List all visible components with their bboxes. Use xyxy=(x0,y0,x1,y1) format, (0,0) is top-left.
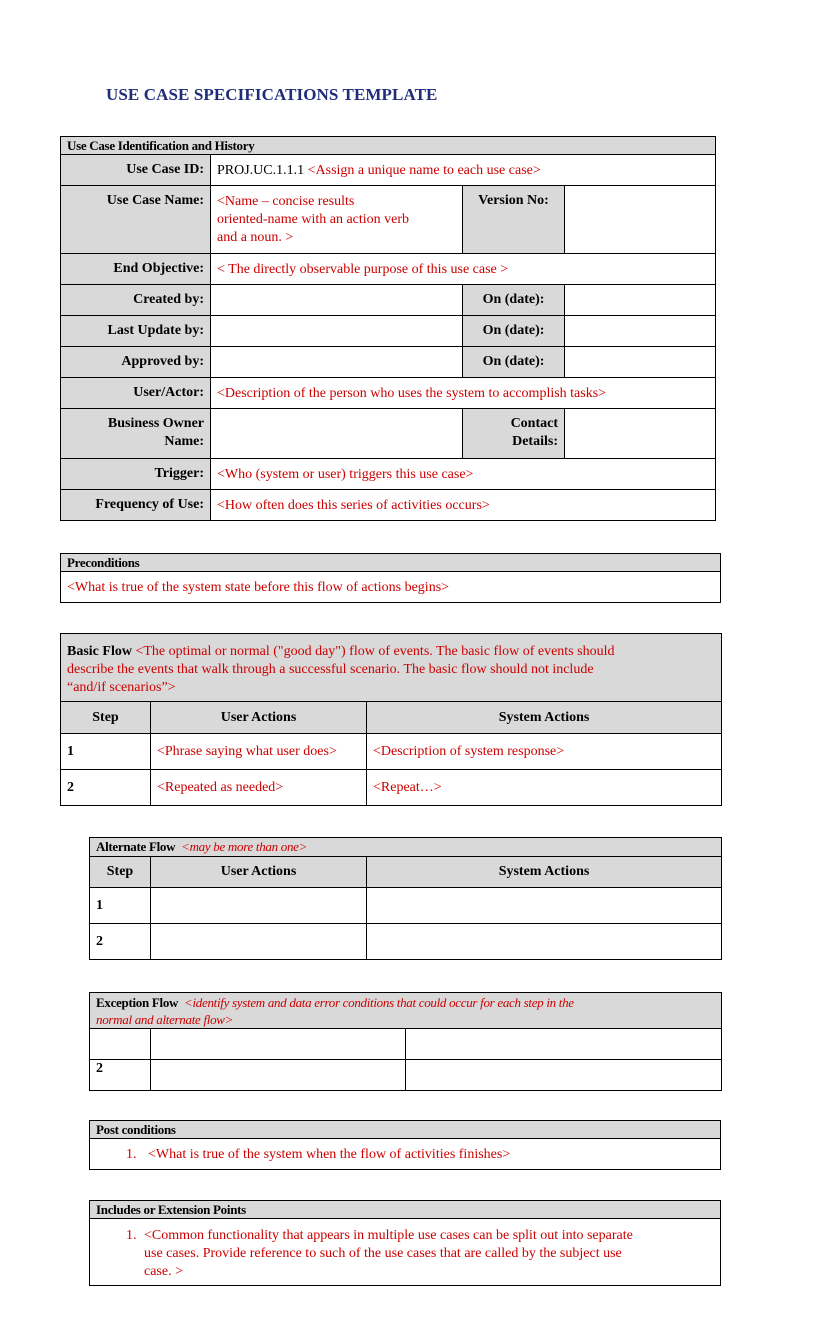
exc-step-1 xyxy=(90,1029,151,1060)
includes-text-line: use cases. Provide reference to such of the use cases that are called by the subject use xyxy=(144,1246,622,1261)
includes-item[interactable] xyxy=(90,1219,721,1286)
basic-col-step: Step xyxy=(61,702,151,734)
post-conditions-text: <What is true of the system when the flow of activities finishes> xyxy=(148,1147,511,1162)
use-case-id-value: PROJ.UC.1.1.1 xyxy=(217,163,305,178)
exc-system-action-2[interactable] xyxy=(406,1060,722,1091)
created-on-date-label: On (date): xyxy=(463,285,565,316)
exc-system-action-1[interactable] xyxy=(406,1029,722,1060)
alt-system-action-2[interactable] xyxy=(367,924,722,960)
exc-user-action-2[interactable] xyxy=(151,1060,406,1091)
version-label: Version No: xyxy=(463,186,565,254)
basic-flow-table xyxy=(60,633,722,806)
identification-table xyxy=(60,136,716,521)
alternate-flow-hint: <may be more than one> xyxy=(181,839,308,854)
alt-col-step: Step xyxy=(90,857,151,888)
list-number: 1. xyxy=(126,1147,137,1162)
includes-table xyxy=(89,1200,721,1286)
last-update-label: Last Update by: xyxy=(61,316,211,347)
table-row xyxy=(90,924,722,960)
business-owner-label-line: Business Owner xyxy=(107,416,204,431)
contact-label-line: Details: xyxy=(512,434,558,449)
updated-on-date-label: On (date): xyxy=(463,316,565,347)
created-by-field[interactable] xyxy=(211,285,463,316)
identification-header: Use Case Identification and History xyxy=(61,137,716,155)
exception-flow-hint-line: normal and alternate flow> xyxy=(96,1012,234,1027)
contact-label-line: Contact xyxy=(510,416,558,431)
exc-step-2: 2 xyxy=(90,1060,151,1091)
last-update-field[interactable] xyxy=(211,316,463,347)
frequency-label: Frequency of Use: xyxy=(61,490,211,521)
use-case-name-label: Use Case Name: xyxy=(61,186,211,254)
end-objective-label: End Objective: xyxy=(61,254,211,285)
alt-col-user-actions: User Actions xyxy=(151,857,367,888)
alt-step-2: 2 xyxy=(90,924,151,960)
use-case-name-hint-line: oriented-name with an action verb xyxy=(217,212,410,227)
post-conditions-header: Post conditions xyxy=(90,1121,721,1139)
updated-on-date-field[interactable] xyxy=(565,316,716,347)
basic-flow-header-cell xyxy=(61,634,722,702)
exception-flow-hint-line: <identify system and data error conditions that could occur for each step in the xyxy=(184,995,574,1010)
basic-user-action-2[interactable]: <Repeated as needed> xyxy=(151,770,367,806)
post-conditions-item[interactable] xyxy=(90,1139,721,1170)
user-actor-hint[interactable]: <Description of the person who uses the system to accomplish tasks> xyxy=(211,378,716,409)
approved-by-field[interactable] xyxy=(211,347,463,378)
approved-by-label: Approved by: xyxy=(61,347,211,378)
alternate-flow-table xyxy=(89,837,722,960)
contact-details-field[interactable] xyxy=(565,409,716,459)
basic-col-system-actions: System Actions xyxy=(367,702,722,734)
basic-system-action-1[interactable]: <Description of system response> xyxy=(367,734,722,770)
alternate-flow-header: Alternate Flow xyxy=(96,839,176,854)
business-owner-label xyxy=(61,409,211,459)
basic-step-2: 2 xyxy=(61,770,151,806)
table-row xyxy=(90,1060,722,1091)
exc-user-action-1[interactable] xyxy=(151,1029,406,1060)
use-case-name-hint-line: and a noun. > xyxy=(217,230,294,245)
document-title: USE CASE SPECIFICATIONS TEMPLATE xyxy=(106,85,438,104)
table-row xyxy=(90,888,722,924)
created-by-label: Created by: xyxy=(61,285,211,316)
table-row xyxy=(90,1029,722,1060)
basic-flow-hint-line: “and/if scenarios”> xyxy=(67,680,176,695)
approved-on-date-label: On (date): xyxy=(463,347,565,378)
basic-flow-hint-line: <The optimal or normal ("good day") flow of events. The basic flow of events should xyxy=(135,644,615,659)
frequency-hint[interactable]: <How often does this series of activities occurs> xyxy=(211,490,716,521)
business-owner-field[interactable] xyxy=(211,409,463,459)
business-owner-label-line: Name: xyxy=(164,434,204,449)
user-actor-label: User/Actor: xyxy=(61,378,211,409)
contact-details-label xyxy=(463,409,565,459)
alt-col-system-actions: System Actions xyxy=(367,857,722,888)
basic-step-1: 1 xyxy=(61,734,151,770)
exception-flow-header: Exception Flow xyxy=(96,995,179,1010)
alt-step-1: 1 xyxy=(90,888,151,924)
table-row xyxy=(61,770,722,806)
alt-user-action-2[interactable] xyxy=(151,924,367,960)
basic-flow-header: Basic Flow xyxy=(67,644,132,659)
use-case-id-label: Use Case ID: xyxy=(61,155,211,186)
trigger-hint[interactable]: <Who (system or user) triggers this use case> xyxy=(211,459,716,490)
use-case-id-hint: <Assign a unique name to each use case> xyxy=(307,163,541,178)
basic-flow-hint-line: describe the events that walk through a successful scenario. The basic flow should not include xyxy=(67,662,594,677)
preconditions-table xyxy=(60,553,721,603)
exception-flow-table xyxy=(89,992,722,1091)
use-case-id-cell[interactable] xyxy=(211,155,716,186)
list-number: 1. xyxy=(126,1228,137,1243)
alternate-flow-header-cell xyxy=(90,838,722,857)
use-case-name-cell[interactable] xyxy=(211,186,463,254)
preconditions-hint[interactable]: <What is true of the system state before this flow of actions begins> xyxy=(61,572,721,603)
includes-header: Includes or Extension Points xyxy=(90,1201,721,1219)
approved-on-date-field[interactable] xyxy=(565,347,716,378)
preconditions-header: Preconditions xyxy=(61,554,721,572)
alt-user-action-1[interactable] xyxy=(151,888,367,924)
basic-user-action-1[interactable]: <Phrase saying what user does> xyxy=(151,734,367,770)
alt-system-action-1[interactable] xyxy=(367,888,722,924)
basic-system-action-2[interactable]: <Repeat…> xyxy=(367,770,722,806)
use-case-name-hint-line: <Name – concise results xyxy=(217,194,355,209)
basic-col-user-actions: User Actions xyxy=(151,702,367,734)
version-field[interactable] xyxy=(565,186,716,254)
post-conditions-table xyxy=(89,1120,721,1170)
includes-text-line: case. > xyxy=(144,1264,183,1279)
includes-text-line: <Common functionality that appears in multiple use cases can be split out into separate xyxy=(144,1228,633,1243)
exception-flow-header-cell xyxy=(90,993,722,1029)
table-row xyxy=(61,734,722,770)
created-on-date-field[interactable] xyxy=(565,285,716,316)
trigger-label: Trigger: xyxy=(61,459,211,490)
end-objective-hint[interactable]: < The directly observable purpose of this use case > xyxy=(211,254,716,285)
